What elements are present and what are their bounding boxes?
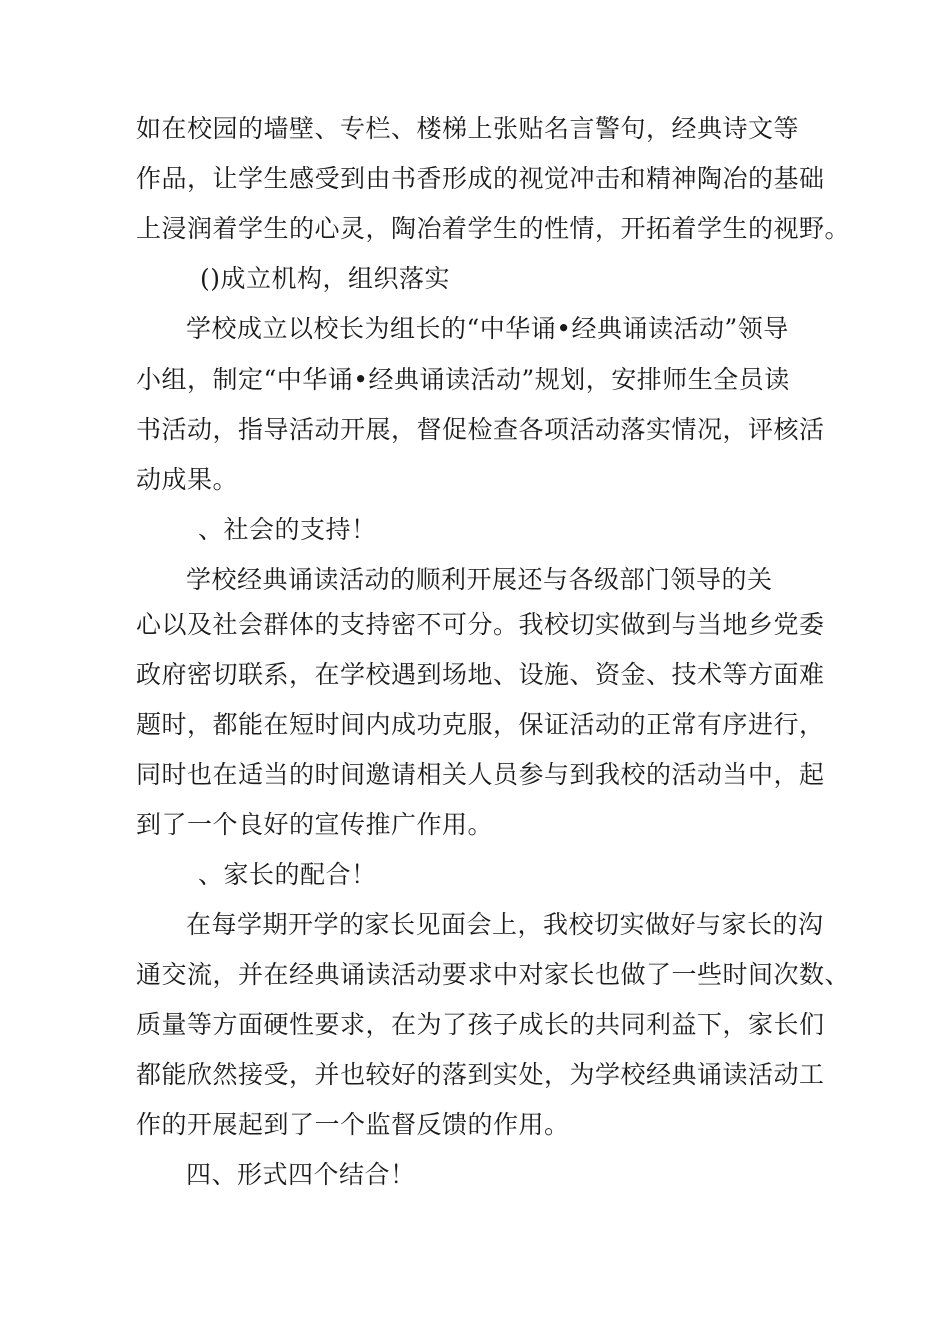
body-text-line: 书活动，指导活动开展，督促检查各项活动落实情况，评核活 (136, 415, 825, 444)
body-text-line: 题时，都能在短时间内成功克服，保证活动的正常有序进行， (136, 710, 825, 739)
body-text-line: 学校成立以校长为组长的“中华诵•经典诵读活动”领导 (186, 314, 789, 343)
section-heading: ()成立机构，组织落实 (200, 264, 451, 293)
body-text-line: 动成果。 (136, 465, 239, 494)
body-text-line: 作的开展起到了一个监督反馈的作用。 (136, 1110, 570, 1139)
section-heading: 、社会的支持！ (198, 515, 377, 544)
body-text-line: 同时也在适当的时间邀请相关人员参与到我校的活动当中，起 (136, 760, 825, 789)
body-text-line: 质量等方面硬性要求，在为了孩子成长的共同利益下，家长们 (136, 1010, 825, 1039)
body-text-line: 学校经典诵读活动的顺利开展还与各级部门领导的关 (186, 565, 773, 594)
section-heading: 、家长的配合！ (198, 860, 377, 889)
body-text-line: 政府密切联系，在学校遇到场地、设施、资金、技术等方面难 (136, 660, 825, 689)
body-text-line: 如在校园的墙壁、专栏、楼梯上张贴名言警句，经典诗文等 (136, 114, 800, 143)
body-text-line: 作品，让学生感受到由书香形成的视觉冲击和精神陶冶的基础 (136, 164, 825, 193)
body-text-line: 心以及社会群体的支持密不可分。我校切实做到与当地乡党委 (136, 610, 825, 639)
body-text-line: 小组，制定“中华诵•经典诵读活动”规划，安排师生全员读 (136, 365, 790, 394)
body-text-line: 通交流，并在经典诵读活动要求中对家长也做了一些时间次数、 (136, 960, 851, 989)
body-text-line: 上浸润着学生的心灵，陶冶着学生的性情，开拓着学生的视野。 (136, 214, 851, 243)
body-text-line: 都能欣然接受，并也较好的落到实处，为学校经典诵读活动工 (136, 1060, 825, 1089)
body-text-line: 到了一个良好的宣传推广作用。 (136, 810, 494, 839)
body-text-line: 在每学期开学的家长见面会上，我校切实做好与家长的沟 (186, 910, 824, 939)
section-heading: 四、形式四个结合！ (186, 1160, 416, 1189)
